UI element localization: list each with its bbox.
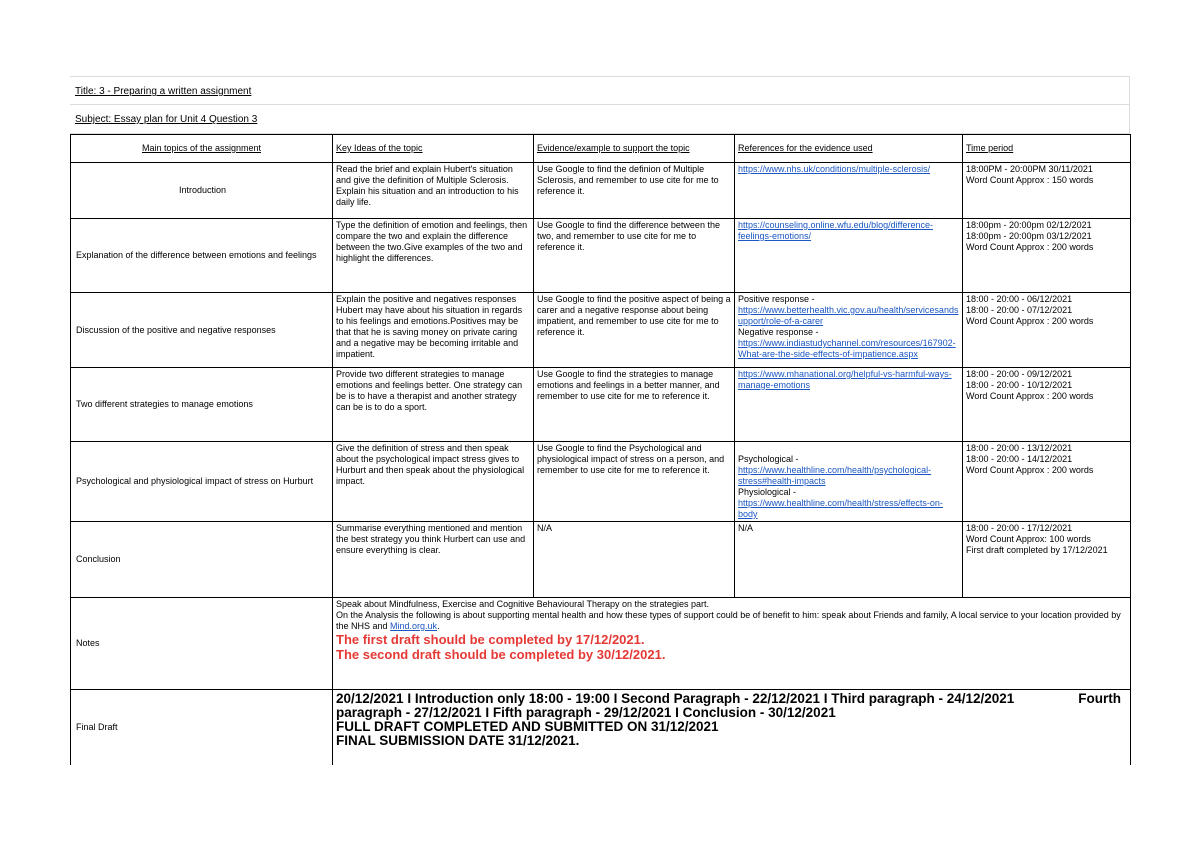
reference-cell: Psychological - https://www.healthline.com/health/psychological-stress#health-impacts Physiological - https://www.healthline.com/health/stress/effects-on-body [735, 442, 963, 522]
reference-cell [735, 219, 963, 293]
table-row [71, 163, 1131, 219]
ideas-cell: Summarise everything mentioned and mention the best strategy you think Hurbert can use and ensure everything is clear. [333, 522, 534, 598]
reference-link[interactable]: https://www.nhs.uk/conditions/multiple-sclerosis/ [738, 164, 931, 174]
reference-cell [735, 163, 963, 219]
time-cell: 18:00pm - 20:00pm 02/12/2021 18:00pm - 20:00pm 03/12/2021 Word Count Approx : 200 words [963, 219, 1131, 293]
header-topics: Main topics of the assignment [71, 135, 333, 163]
header-references: References for the evidence used [735, 135, 963, 163]
reference-link[interactable]: https://www.indiastudychannel.com/resources/167902-What-are-the-side-effects-of-impatience.aspx [738, 338, 956, 359]
header-row [71, 135, 1131, 163]
time-cell: 18:00 - 20:00 - 06/12/2021 18:00 - 20:00 - 07/12/2021 Word Count Approx : 200 words [963, 293, 1131, 368]
plan-table [70, 134, 1131, 765]
table-row [71, 219, 1131, 293]
mind-link[interactable]: Mind.org.uk [390, 621, 438, 631]
page-title: Title: 3 - Preparing a written assignment [75, 86, 252, 97]
table-row [71, 522, 1131, 598]
evidence-cell: Use Google to find the strategies to manage emotions and feelings in a better manner, and remember to use cite for me to reference it. [534, 368, 735, 442]
table-row [71, 368, 1131, 442]
header-time: Time period [963, 135, 1131, 163]
reference-cell: N/A [735, 522, 963, 598]
topic-cell: Psychological and physiological impact of stress on Hurburt [71, 442, 333, 522]
reference-link[interactable]: https://www.betterhealth.vic.gov.au/health/servicesandsupport/role-of-a-carer [738, 305, 959, 326]
notes-label: Notes [71, 598, 333, 690]
ideas-cell: Explain the positive and negatives responses Hubert may have about his situation in regards to his feelings and emotions.Positives may be that that he is saving money on private caring and a negative may be becoming irritable and impatient. [333, 293, 534, 368]
reference-link[interactable]: https://www.mhanational.org/helpful-vs-harmful-ways-manage-emotions [738, 369, 952, 390]
essay-plan-sheet [70, 76, 1130, 765]
table-row [71, 293, 1131, 368]
topic-cell: Explanation of the difference between emotions and feelings [71, 219, 333, 293]
title-row [70, 76, 1130, 105]
topic-cell: Two different strategies to manage emotions [71, 368, 333, 442]
header-evidence: Evidence/example to support the topic [534, 135, 735, 163]
final-draft-label: Final Draft [71, 690, 333, 765]
evidence-cell: Use Google to find the positive aspect of being a carer and a negative response about being impatient, and remember to use cite for me to reference it. [534, 293, 735, 368]
table-row [71, 442, 1131, 522]
evidence-cell: Use Google to find the difference between the two, and remember to use cite for me to reference it. [534, 219, 735, 293]
first-draft-note: The first draft should be completed by 17/12/2021. [336, 632, 645, 647]
evidence-cell: Use Google to find the Psychological and physiological impact of stress on a person, and remember to use cite for me to reference it. [534, 442, 735, 522]
topic-cell: Conclusion [71, 522, 333, 598]
ideas-cell: Read the brief and explain Hubert's situation and give the definition of Multiple Sclerosis. Explain his situation and an introduction to his daily life. [333, 163, 534, 219]
notes-row [71, 598, 1131, 690]
notes-cell: Speak about Mindfulness, Exercise and Cognitive Behavioural Therapy on the strategies part. On the Analysis the following is about supporting mental health and how these types of support could be of benefit to him: speak about Friends and family, A local service to your location provided by the NHS and Mind.org.uk. The first draft should be completed by 17/12/2021. The second draft should be completed by 30/12/2021. [333, 598, 1131, 690]
topic-cell: Introduction [71, 163, 333, 219]
reference-cell [735, 368, 963, 442]
time-cell: 18:00 - 20:00 - 13/12/2021 18:00 - 20:00 - 14/12/2021 Word Count Approx : 200 words [963, 442, 1131, 522]
header-ideas: Key Ideas of the topic [333, 135, 534, 163]
final-draft-cell: 20/12/2021 I Introduction only 18:00 - 19:00 I Second Paragraph - 22/12/2021 I Third paragraph - 24/12/2021 Fourth paragraph - 27/12/2021 I Fifth paragraph - 29/12/2021 I Conclusion - 30/12/2021 FULL DRAFT COMPLETED AND SUBMITTED ON 31/12/2021 FINAL SUBMISSION DATE 31/12/2021. [333, 690, 1131, 765]
evidence-cell: N/A [534, 522, 735, 598]
reference-link[interactable]: https://www.healthline.com/health/psychological-stress#health-impacts [738, 465, 932, 486]
reference-cell: Positive response - https://www.betterhealth.vic.gov.au/health/servicesandsupport/role-of-a-carer Negative response - https://www.indiastudychannel.com/resources/167902-What-are-the-side-effects-of-impatience.aspx [735, 293, 963, 368]
final-draft-row [71, 690, 1131, 765]
second-draft-note: The second draft should be completed by 30/12/2021. [336, 647, 666, 662]
topic-cell: Discussion of the positive and negative responses [71, 293, 333, 368]
ideas-cell: Give the definition of stress and then speak about the psychological impact stress gives to Hurburt and then speak about the physiological impact. [333, 442, 534, 522]
reference-link[interactable]: https://www.healthline.com/health/stress/effects-on-body [738, 498, 943, 519]
time-cell: 18:00PM - 20:00PM 30/11/2021 Word Count Approx : 150 words [963, 163, 1131, 219]
time-cell: 18:00 - 20:00 - 09/12/2021 18:00 - 20:00 - 10/12/2021 Word Count Approx : 200 words [963, 368, 1131, 442]
subject-line: Subject: Essay plan for Unit 4 Question 3 [75, 114, 258, 125]
evidence-cell: Use Google to find the definion of Multiple Sclerosis, and remember to use cite for me to reference it. [534, 163, 735, 219]
time-cell: 18:00 - 20:00 - 17/12/2021 Word Count Approx: 100 words First draft completed by 17/12/2021 [963, 522, 1131, 598]
reference-link[interactable]: https://counseling.online.wfu.edu/blog/difference-feelings-emotions/ [738, 220, 933, 241]
subject-row [70, 105, 1130, 134]
ideas-cell: Type the definition of emotion and feelings, then compare the two and explain the difference between the two.Give examples of the two and highlight the differences. [333, 219, 534, 293]
ideas-cell: Provide two different strategies to manage emotions and feelings better. One strategy can be is to have a therapist and another strategy can be is to do a sport. [333, 368, 534, 442]
